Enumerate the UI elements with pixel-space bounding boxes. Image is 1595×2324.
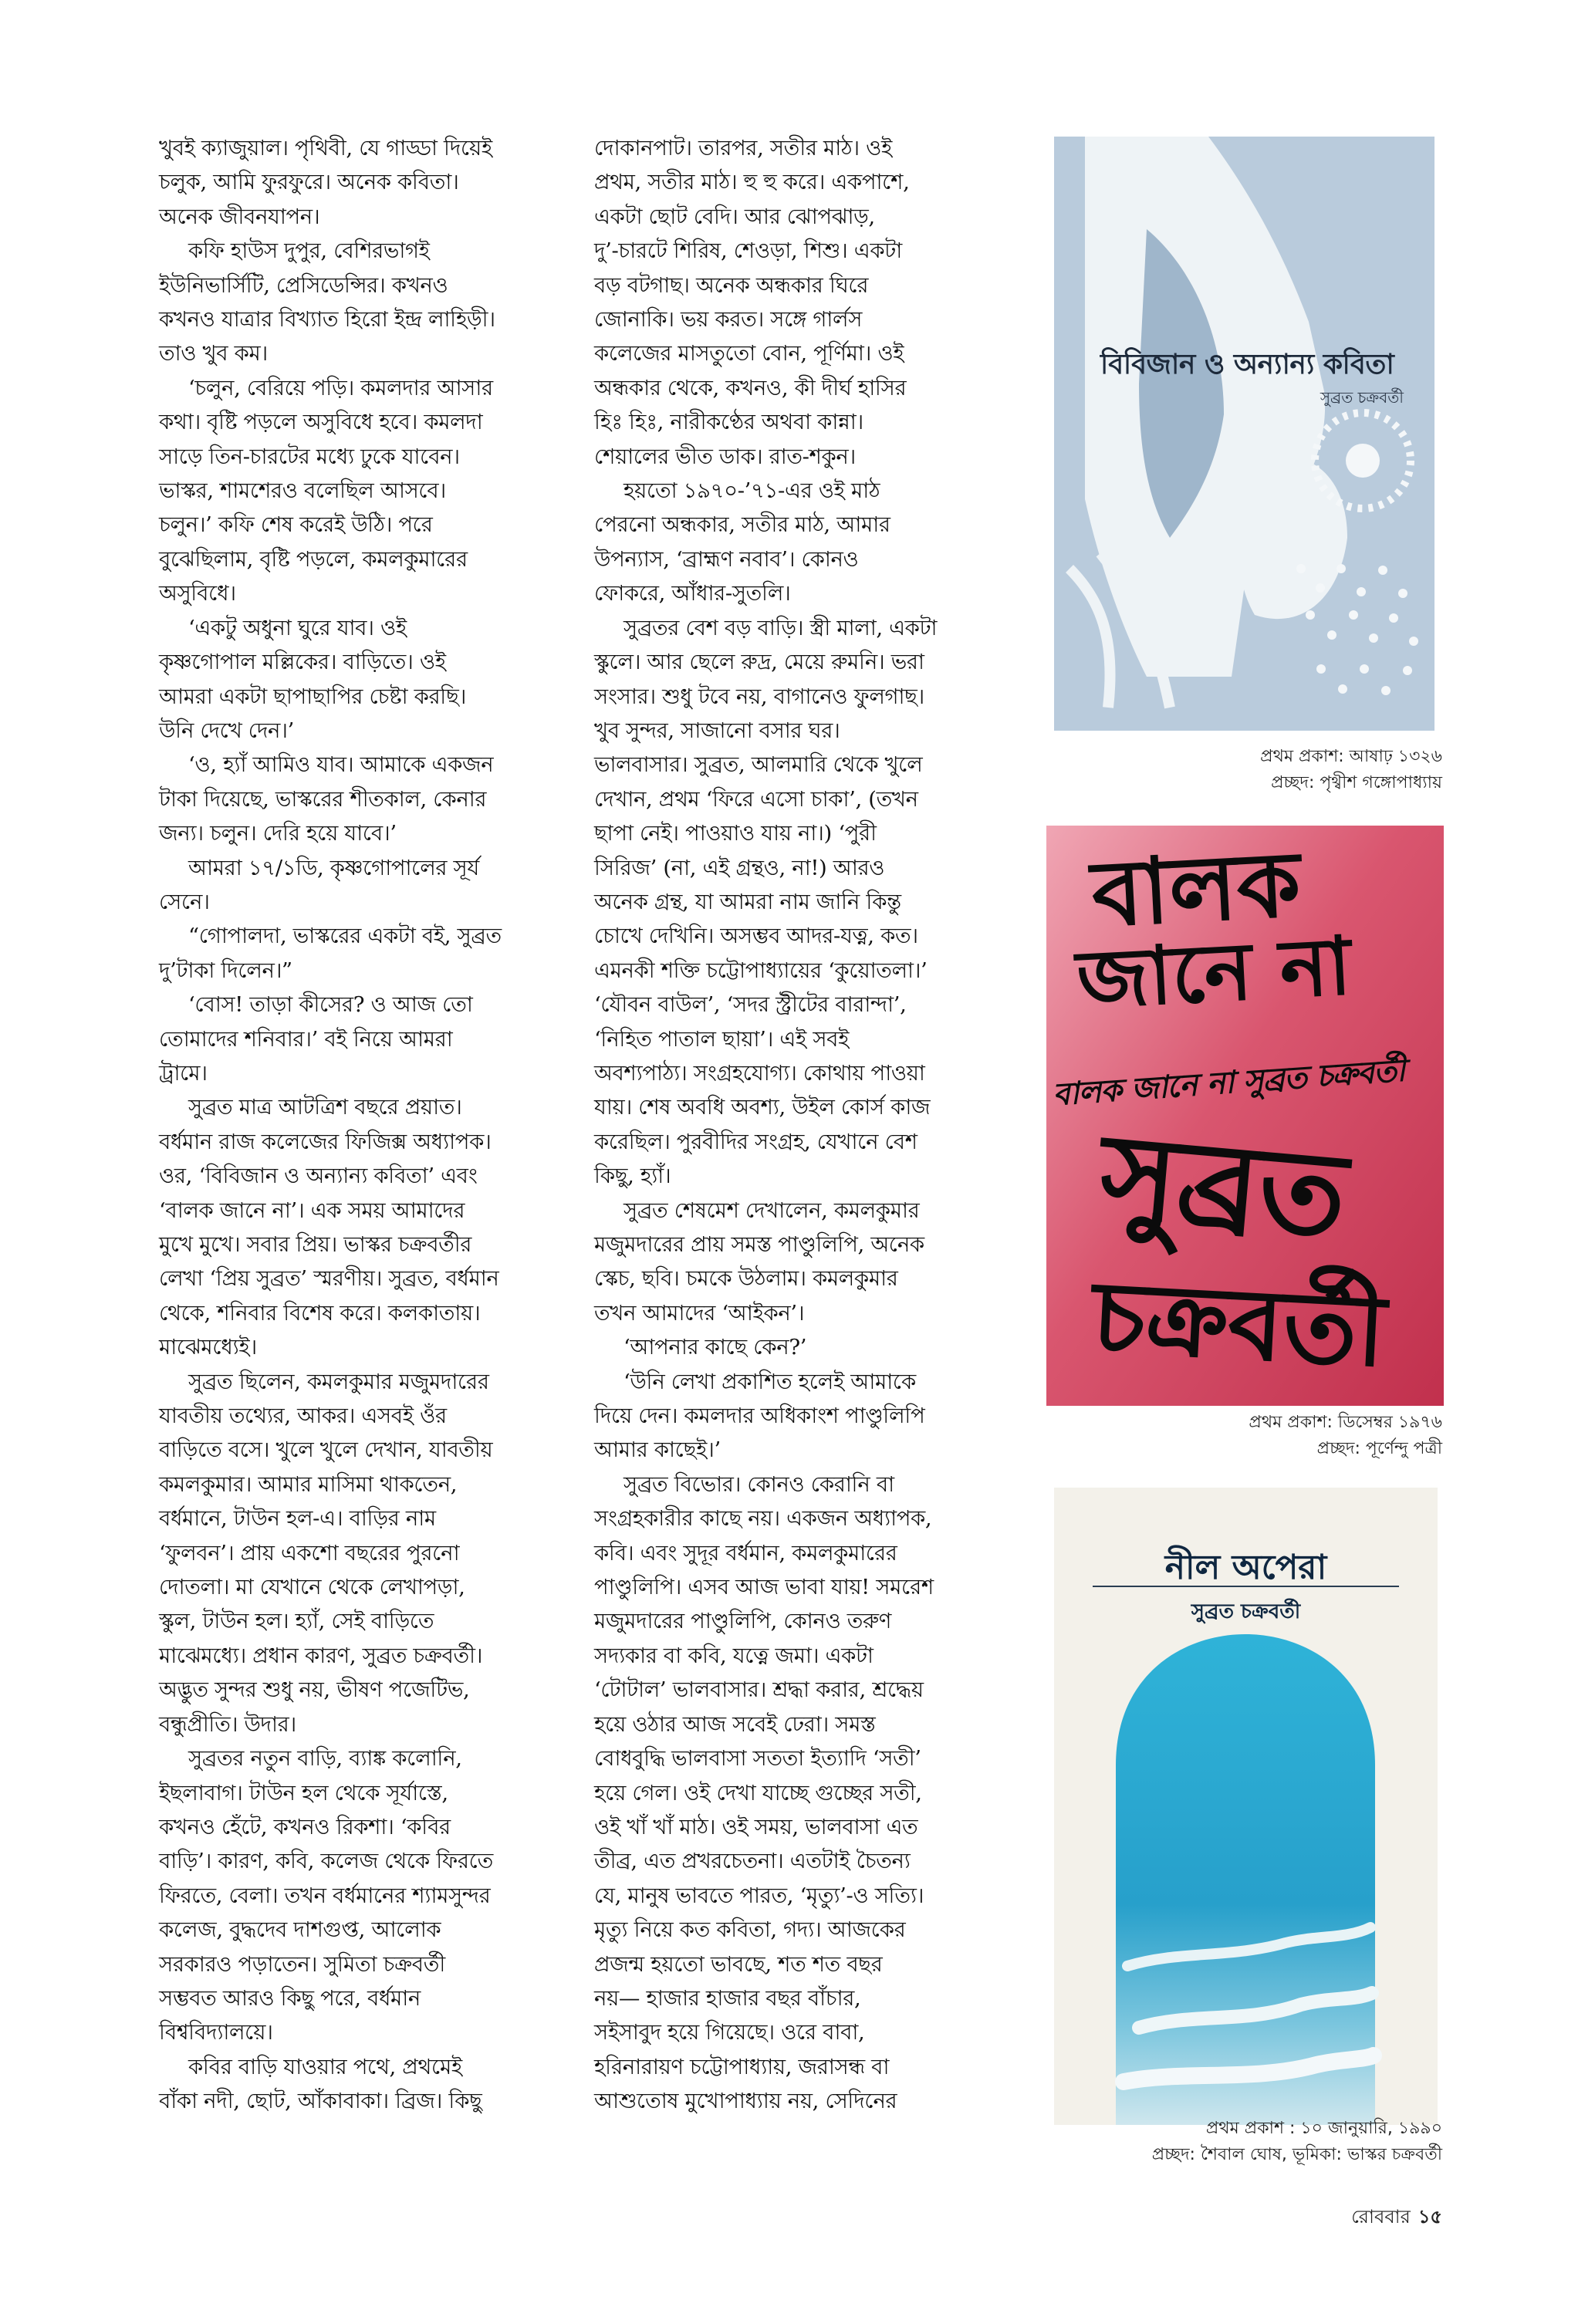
- cover-author: সুব্রত চক্রবর্তী: [1320, 388, 1404, 407]
- text-line: আমরা ১৭/১ডি, কৃষ্ণগোপালের সূর্য: [188, 855, 479, 880]
- text-line: প্রজন্ম হয়তো ভাবছে, শত শত বছর: [594, 1951, 883, 1977]
- text-line: কথা। বৃষ্টি পড়লে অসুবিধে হবে। কমলদা: [159, 410, 483, 435]
- caption-cover-artist: প্রচ্ছদ: শৈবাল ঘোষ, ভূমিকা: ভাস্কর চক্রবর্তী: [1151, 2145, 1442, 2164]
- text-line: অনেক গ্রন্থ, যা আমরা নাম জানি কিন্তু: [594, 889, 901, 914]
- paragraph: [159, 2050, 599, 2119]
- cover-author-line-2: চক্রবর্তী: [1090, 1259, 1389, 1390]
- paragraph: [594, 1330, 1034, 1364]
- text-line: দু’টাকা দিলেন।”: [159, 958, 292, 983]
- text-line: ট্রামে।: [159, 1060, 208, 1086]
- caption-bibijan: [1260, 744, 1442, 796]
- text-line: কৃষ্ণগোপাল মল্লিকের। বাড়িতে। ওই: [159, 650, 446, 675]
- cover-author-line-1: সুব্রত: [1095, 1108, 1352, 1264]
- text-line: ‘যৌবন বাউল’, ‘সদর স্ট্রীটের বারান্দা’,: [594, 992, 907, 1018]
- paragraph: [159, 131, 599, 234]
- text-line: কলেজের মাসতুতো বোন, পূর্ণিমা। ওই: [594, 341, 904, 367]
- text-line: কবির বাড়ি যাওয়ার পথে, প্রথমেই: [188, 2054, 462, 2079]
- text-line: সংসার। শুধু টবে নয়, বাগানেও ফুলগাছ।: [594, 684, 924, 709]
- text-line: ওর, ‘বিবিজান ও অন্যান্য কবিতা’ এবং: [159, 1164, 478, 1189]
- caption-first-edition: প্রথম প্রকাশ : ১০ জানুয়ারি, ১৯৯০: [1205, 2119, 1442, 2138]
- text-line: অনেক জীবনযাপন।: [159, 204, 320, 229]
- text-line: মাঝেমধ্যেই।: [159, 1335, 257, 1360]
- caption-cover-artist: প্রচ্ছদ: পূর্ণেন্দু পত্রী: [1316, 1439, 1442, 1458]
- text-line: ইছলাবাগ। টাউন হল থেকে সূর্যাস্তে,: [159, 1780, 448, 1805]
- text-line: স্কেচ, ছবি। চমকে উঠলাম। কমলকুমার: [594, 1266, 898, 1292]
- text-line: সাড়ে তিন-চারটের মধ্যে ঢুকে যাবেন।: [159, 444, 460, 469]
- cover-flower-center: [1346, 444, 1380, 478]
- text-line: আমার কাছেই।’: [594, 1437, 721, 1463]
- caption-cover-artist: প্রচ্ছদ: পৃথ্বীশ গঙ্গোপাধ্যায়: [1271, 773, 1442, 792]
- text-line: সংগ্রহকারীর কাছে নয়। একজন অধ্যাপক,: [594, 1506, 932, 1532]
- cover-title-line-1: বালক: [1089, 829, 1303, 948]
- page-number: ১৫: [1418, 2206, 1442, 2228]
- text-line: সিরিজ’ (না, এই গ্রন্থও, না!) আরও: [594, 855, 885, 880]
- text-line: মুখে মুখে। সবার প্রিয়। ভাস্কর চক্রবর্তীর: [159, 1232, 472, 1257]
- text-line: যাবতীয় তথ্যের, আকর। এসবই ওঁর: [159, 1404, 447, 1429]
- text-line: টাকা দিয়েছে, ভাস্করের শীতকাল, কেনার: [159, 786, 487, 812]
- text-line: ভালবাসার। সুব্রত, আলমারি থেকে খুলে: [594, 752, 923, 778]
- text-line: প্রথম, সতীর মাঠ। হু হু করে। একপাশে,: [594, 170, 910, 195]
- text-line: কিছু, হ্যাঁ।: [594, 1164, 671, 1189]
- text-line: ওই খাঁ খাঁ মাঠ। ওই সময়, ভালবাসা এত: [594, 1814, 918, 1839]
- paragraph: [159, 371, 599, 611]
- text-line: ছাপা নেই। পাওয়াও যায় না।) ‘পুরী: [594, 821, 877, 846]
- text-line: উনি দেখে দেন।’: [159, 718, 294, 743]
- text-line: সরকারও পড়াতেন। সুমিতা চক্রবর্তী: [159, 1951, 445, 1977]
- text-line: হিঃ হিঃ, নারীকণ্ঠের অথবা কান্না।: [594, 410, 863, 435]
- book-cover-bibijan: [1054, 137, 1434, 731]
- text-line: অদ্ভুত সুন্দর শুধু নয়, ভীষণ পজেটিভ,: [159, 1677, 470, 1703]
- text-line: কফি হাউস দুপুর, বেশিরভাগই: [188, 238, 430, 264]
- article-column-2: [594, 131, 1034, 2119]
- text-line: সুব্রত মাত্র আটত্রিশ বছরে প্রয়াত।: [188, 1095, 462, 1120]
- text-line: খুবই ক্যাজুয়াল। পৃথিবী, যে গাড্ডা দিয়েই: [159, 136, 492, 160]
- text-line: সুব্রত ছিলেন, কমলকুমার মজুমদারের: [188, 1369, 489, 1394]
- paragraph: [159, 611, 599, 748]
- text-line: দোকানপাট। তারপর, সতীর মাঠ। ওই: [594, 136, 892, 160]
- text-line: বন্ধুপ্রীতি। উদার।: [159, 1711, 296, 1737]
- text-line: ‘বোস! তাড়া কীসের? ও আজ তো: [188, 992, 473, 1018]
- text-line: কখনও হেঁটে, কখনও রিকশা। ‘কবির: [159, 1814, 451, 1839]
- text-line: ‘চলুন, বেরিয়ে পড়ি। কমলদার আসার: [188, 375, 493, 400]
- text-line: তখন আমাদের ‘আইকন’।: [594, 1300, 805, 1326]
- text-line: কমলকুমার। আমার মাসিমা থাকতেন,: [159, 1471, 458, 1497]
- text-line: ‘ফুলবন’। প্রায় একশো বছরের পুরনো: [159, 1540, 460, 1566]
- text-line: দেখান, প্রথম ‘ফিরে এসো চাকা’, (তখন: [594, 786, 918, 812]
- text-line: জন্য। চলুন। দেরি হয়ে যাবে।’: [159, 821, 397, 846]
- paragraph: [159, 1741, 599, 2050]
- text-line: কবি। এবং সুদূর বর্ধমান, কমলকুমারের: [594, 1540, 897, 1566]
- text-line: যায়। শেষ অবধি অবশ্য, উইল কোর্স কাজ: [594, 1095, 931, 1120]
- caption-neel-opera: [1152, 2116, 1442, 2168]
- text-line: তাও খুব কম।: [159, 341, 268, 367]
- text-line: শেয়ালের ভীত ডাক। রাত-শকুন।: [594, 444, 856, 469]
- paragraph: [159, 919, 599, 988]
- text-line: চলুন।’ কফি শেষ করেই উঠি। পরে: [159, 512, 433, 538]
- text-line: চোখে দেখিনি। অসম্ভব আদর-যত্ন, কত।: [594, 924, 918, 949]
- text-line: এমনকী শক্তি চট্টোপাধ্যায়ের ‘কুয়োতলা।’: [594, 958, 928, 983]
- text-line: মাঝেমধ্যে। প্রধান কারণ, সুব্রত চক্রবর্তী।: [159, 1643, 483, 1668]
- text-line: ‘আপনার কাছে কেন?’: [623, 1335, 807, 1360]
- text-line: যে, মানুষ ভাবতে পারত, ‘মৃত্যু’-ও সত্যি।: [594, 1883, 924, 1908]
- text-line: মৃত্যু নিয়ে কত কবিতা, গদ্য। আজকের: [594, 1917, 906, 1943]
- text-line: ভাস্কর, শামশেরও বলেছিল আসবে।: [159, 478, 446, 504]
- text-line: ‘ও, হ্যাঁ আমিও যাব। আমাকে একজন: [188, 752, 494, 778]
- text-line: বর্ধমানে, টাউন হল-এ। বাড়ির নাম: [159, 1506, 436, 1532]
- text-line: সদ্যকার বা কবি, যত্নে জমা। একটা: [594, 1643, 874, 1668]
- text-line: হয়ে ওঠার আজ সবেই ঢেরা। সমস্ত: [594, 1711, 876, 1737]
- cover-artwork: [1054, 137, 1434, 731]
- text-line: ‘টোটাল’ ভালবাসার। শ্রদ্ধা করার, শ্রদ্ধেয়: [594, 1677, 924, 1703]
- text-line: সুব্রতর বেশ বড় বাড়ি। স্ত্রী মালা, একটা: [623, 615, 938, 640]
- cover-title: বিবিজান ও অন্যান্য কবিতা: [1100, 349, 1394, 380]
- text-line: স্কুলে। আর ছেলে রুদ্র, মেয়ে রুমনি। ভরা: [594, 650, 924, 675]
- text-line: ‘উনি লেখা প্রকাশিত হলেই আমাকে: [623, 1369, 916, 1394]
- text-line: হয়ে গেল। ওই দেখা যাচ্ছে গুচ্ছের সতী,: [594, 1780, 922, 1805]
- paragraph: [594, 1365, 1034, 1468]
- text-line: ‘নিহিত পাতাল ছায়া’। এই সবই: [594, 1026, 850, 1052]
- magazine-name: রোববার: [1351, 2206, 1411, 2228]
- book-cover-neel-opera: [1054, 1488, 1438, 2125]
- text-line: থেকে, শনিবার বিশেষ করে। কলকাতায়।: [159, 1300, 481, 1326]
- cover-title-line-2: জানে না: [1074, 918, 1353, 1027]
- text-line: হরিনারায়ণ চট্টোপাধ্যায়, জরাসন্ধ বা: [594, 2054, 890, 2079]
- text-line: দোতলা। মা যেখানে থেকে লেখাপড়া,: [159, 1575, 465, 1600]
- text-line: সুব্রত শেষমেশ দেখালেন, কমলকুমার: [623, 1197, 920, 1223]
- text-line: লেখা ‘প্রিয় সুব্রত’ স্মরণীয়। সুব্রত, বর্ধমান: [159, 1266, 499, 1292]
- text-line: মজুমদারের প্রায় সমস্ত পাণ্ডুলিপি, অনেক: [594, 1232, 924, 1257]
- paragraph: [159, 748, 599, 850]
- text-line: অবশ্যপাঠ্য। সংগ্রহযোগ্য। কোথায় পাওয়া: [594, 1060, 925, 1086]
- text-line: হয়তো ১৯৭০-’৭১-এর ওই মাঠ: [623, 478, 880, 504]
- text-line: জোনাকি। ভয় করত। সঙ্গে গার্লস: [594, 307, 863, 333]
- text-line: বোধবুদ্ধি ভালবাসা সততা ইত্যাদি ‘সতী’: [594, 1746, 921, 1772]
- text-line: ‘বালক জানে না’। এক সময় আমাদের: [159, 1197, 465, 1223]
- text-line: দু’-চারটে শিরিষ, শেওড়া, শিশু। একটা: [594, 238, 902, 264]
- text-line: দিয়ে দেন। কমলদার অধিকাংশ পাণ্ডুলিপি: [594, 1404, 925, 1429]
- paragraph: [159, 851, 599, 920]
- book-cover-balak-jane-na: [1046, 826, 1444, 1406]
- text-line: সুব্রত বিভোর। কোনও কেরানি বা: [623, 1471, 894, 1497]
- text-line: ‘একটু অধুনা ঘুরে যাব। ওই: [188, 615, 407, 640]
- text-line: পাণ্ডুলিপি। এসব আজ ভাবা যায়! সমরেশ: [594, 1575, 934, 1600]
- text-line: বড় বটগাছ। অনেক অন্ধকার ঘিরে: [594, 272, 869, 298]
- text-line: বুঝেছিলাম, বৃষ্টি পড়লে, কমলকুমারের: [159, 546, 468, 572]
- cover-handwritten-line: বালক জানে না সুব্রত চক্রবর্তী: [1051, 1052, 1406, 1113]
- paragraph: [594, 1194, 1034, 1331]
- page-folio: [1351, 2203, 1442, 2234]
- text-line: বর্ধমান রাজ কলেজের ফিজিক্স অধ্যাপক।: [159, 1129, 492, 1154]
- text-line: অন্ধকার থেকে, কখনও, কী দীর্ঘ হাসির: [594, 375, 907, 400]
- text-line: স্কুল, টাউন হল। হ্যাঁ, সেই বাড়িতে: [159, 1609, 434, 1634]
- text-line: ফিরতে, বেলা। তখন বর্ধমানের শ্যামসুন্দর: [159, 1883, 491, 1908]
- text-line: বাড়িতে বসে। খুলে খুলে দেখান, যাবতীয়: [159, 1437, 493, 1463]
- text-line: তীব্র, এত প্রখরচেতনা। এতটাই চৈতন্য: [594, 1849, 911, 1874]
- text-line: আশুতোষ মুখোপাধ্যায় নয়, সেদিনের: [594, 2089, 897, 2114]
- paragraph: [159, 988, 599, 1090]
- paragraph: [594, 131, 1034, 474]
- text-line: সইসাবুদ হয়ে গিয়েছে। ওরে বাবা,: [594, 2020, 865, 2045]
- text-line: বাঁকা নদী, ছোট, আঁকাবাকা। ব্রিজ। কিছু: [159, 2089, 482, 2114]
- paragraph: [594, 474, 1034, 611]
- text-line: ইউনিভার্সিটি, প্রেসিডেন্সির। কখনও: [159, 272, 448, 298]
- text-line: উপন্যাস, ‘ব্রাহ্মণ নবাব’। কোনও: [594, 546, 859, 572]
- text-line: বিশ্ববিদ্যালয়ে।: [159, 2020, 273, 2045]
- text-line: পেরনো অন্ধকার, সতীর মাঠ, আমার: [594, 512, 890, 538]
- cover-arch-window: [1116, 1634, 1375, 2125]
- text-line: সেনে।: [159, 889, 210, 914]
- text-line: করেছিল। পুরবীদির সংগ্রহ, যেখানে বেশ: [594, 1129, 917, 1154]
- paragraph: [594, 1468, 1034, 2119]
- text-line: মজুমদারের পাণ্ডুলিপি, কোনও তরুণ: [594, 1609, 892, 1634]
- caption-balak-jane-na: [1249, 1410, 1442, 1462]
- text-line: তোমাদের শনিবার।’ বই নিয়ে আমরা: [159, 1026, 453, 1052]
- text-line: সুব্রতর নতুন বাড়ি, ব্যাঙ্ক কলোনি,: [188, 1746, 462, 1772]
- caption-first-edition: প্রথম প্রকাশ: ডিসেম্বর ১৯৭৬: [1249, 1413, 1442, 1432]
- article-column-1: [159, 131, 599, 2119]
- text-line: সম্ভবত আরও কিছু পরে, বর্ধমান: [159, 1985, 421, 2011]
- text-line: চলুক, আমি ফুরফুরে। অনেক কবিতা।: [159, 170, 459, 195]
- paragraph: [594, 611, 1034, 1194]
- text-line: অসুবিধে।: [159, 581, 236, 606]
- text-line: একটা ছোট বেদি। আর ঝোপঝাড়,: [594, 204, 875, 229]
- text-line: আমরা একটা ছাপাছাপির চেষ্টা করছি।: [159, 684, 466, 709]
- text-line: “গোপালদা, ভাস্করের একটা বই, সুব্রত: [188, 924, 502, 949]
- text-line: খুব সুন্দর, সাজানো বসার ঘর।: [594, 718, 840, 743]
- cover-title: নীল অপেরা: [1164, 1548, 1327, 1587]
- text-line: ফোকরে, আঁধার-সুতলি।: [594, 581, 791, 606]
- text-line: বাড়ি’। কারণ, কবি, কলেজ থেকে ফিরতে: [159, 1849, 493, 1874]
- text-line: নয়— হাজার হাজার বছর বাঁচার,: [594, 1985, 861, 2011]
- cover-author: সুব্রত চক্রবর্তী: [1191, 1600, 1301, 1623]
- caption-first-edition: প্রথম প্রকাশ: আষাঢ় ১৩২৬: [1260, 747, 1442, 766]
- text-line: কখনও যাত্রার বিখ্যাত হিরো ইন্দ্র লাহিড়ী।: [159, 307, 495, 333]
- text-line: কলেজ, বুদ্ধদেব দাশগুপ্ত, আলোক: [159, 1917, 441, 1943]
- paragraph: [159, 1090, 599, 1364]
- paragraph: [159, 1365, 599, 1741]
- paragraph: [159, 234, 599, 371]
